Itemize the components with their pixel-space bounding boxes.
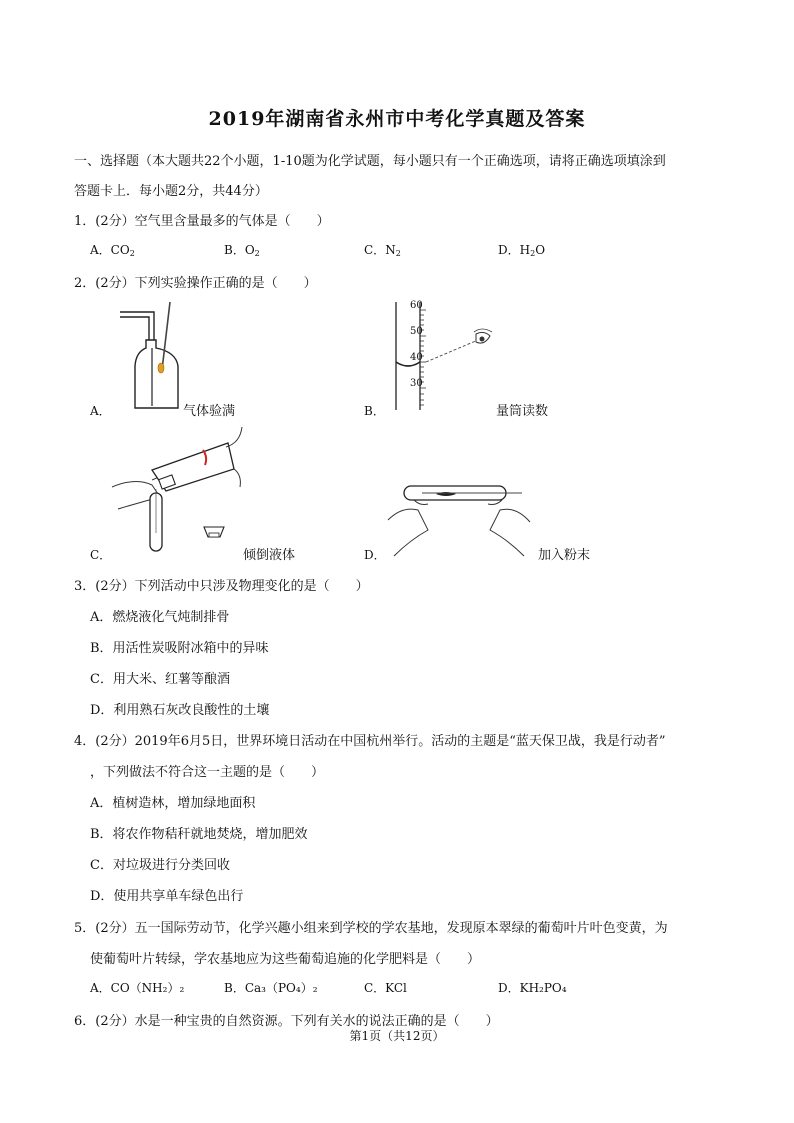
q2-option-c-letter: C．	[90, 548, 112, 562]
q6-stem: 6．(2分）水是一种宝贵的自然资源。下列有关水的说法正确的是（ ）	[74, 1014, 499, 1029]
q5-stem-line1: 5．(2分）五一国际劳动节，化学兴趣小组来到学校的学农基地，发现原本翠绿的葡萄叶片叶色变黄，为	[74, 921, 668, 936]
document-title: 2019年湖南省永州市中考化学真题及答案	[208, 108, 586, 130]
q1-option-a: A．$CO_2$	[90, 243, 135, 258]
q4-stem-line1: 4．(2分）2019年6月5日，世界环境日活动在中国杭州举行。活动的主题是“蓝天保卫战，我是行动者”	[74, 734, 666, 749]
adding-powder-figure	[384, 470, 534, 558]
q3-option-b: B．用活性炭吸附冰箱中的异味	[90, 641, 269, 656]
q5-option-b: B．Ca₃（PO₄）₂	[224, 981, 318, 995]
q1-option-d: D．$H_2O$	[498, 243, 546, 258]
q5-option-a: A．CO（NH₂）₂	[90, 981, 185, 995]
q1-option-c: C．$N_2$	[364, 243, 401, 258]
q5-option-c: C．KCl	[364, 981, 407, 995]
q2-option-b-caption: 量筒读数	[496, 404, 549, 419]
q3-option-c: C．用大米、红薯等酿酒	[90, 672, 230, 687]
q4-option-c: C．对垃圾进行分类回收	[90, 858, 230, 873]
q2-option-a-caption: 气体验满	[183, 404, 236, 419]
q5-option-d: D．KH₂PO₄	[498, 981, 567, 995]
q4-stem-line2: ，下列做法不符合这一主题的是（ ）	[90, 765, 325, 780]
q4-option-b: B．将农作物秸秆就地焚烧，增加肥效	[90, 827, 308, 842]
q5-stem-line2: 使葡萄叶片转绿，学农基地应为这些葡萄追施的化学肥料是（ ）	[90, 952, 481, 967]
q4-option-d: D．使用共享单车绿色出行	[90, 889, 244, 904]
q2-option-d-caption: 加入粉末	[538, 548, 591, 563]
page-footer: 第1页（共12页）	[349, 1029, 445, 1043]
q3-option-d: D．利用熟石灰改良酸性的土壤	[90, 703, 270, 718]
cylinder-tick-50: 50	[410, 326, 423, 337]
q2-option-d-letter: D．	[364, 548, 386, 562]
q2-stem: 2．(2分）下列实验操作正确的是（ ）	[74, 276, 317, 291]
q2-option-b-letter: B．	[364, 404, 385, 418]
q4-option-a: A．植树造林，增加绿地面积	[90, 796, 256, 811]
q1-option-b: B．$O_2$	[224, 243, 260, 258]
cylinder-tick-40: 40	[410, 352, 423, 363]
gas-bottle-figure	[110, 300, 190, 412]
q1-stem: 1．(2分）空气里含量最多的气体是（ ）	[74, 214, 330, 229]
measuring-cylinder-figure	[380, 300, 500, 412]
q2-option-a-letter: A．	[90, 404, 111, 418]
q3-option-a: A．燃烧液化气炖制排骨	[90, 610, 230, 625]
cylinder-tick-30: 30	[410, 378, 423, 389]
q3-stem: 3．(2分）下列活动中只涉及物理变化的是（ ）	[74, 579, 369, 594]
section-heading-line1: 一、选择题（本大题共22个小题，1-10题为化学试题，每小题只有一个正确选项，请将正确选项填涂到	[74, 154, 666, 169]
cylinder-tick-60: 60	[410, 300, 423, 311]
pouring-liquid-figure	[108, 425, 243, 555]
q2-option-c-caption: 倾倒液体	[243, 548, 296, 563]
section-heading-line2: 答题卡上．每小题2分，共44分）	[74, 184, 268, 199]
